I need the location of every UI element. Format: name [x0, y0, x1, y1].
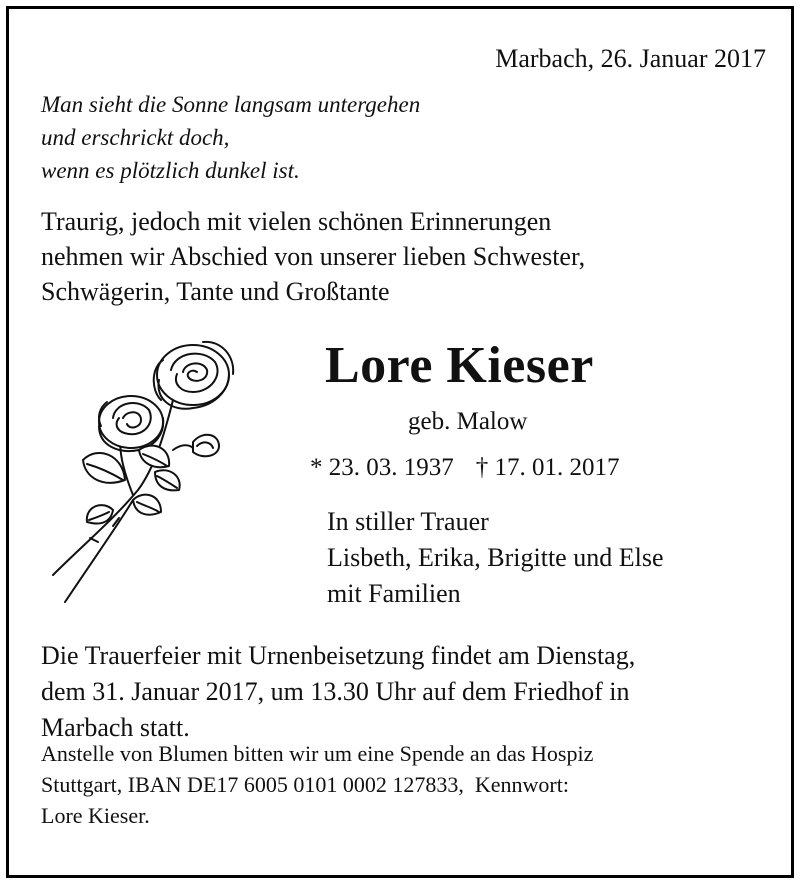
intro-text [41, 204, 585, 309]
donation-line: Anstelle von Blumen bitten wir um eine Spende an das Hospiz [41, 741, 594, 766]
mourners-line: Lisbeth, Erika, Brigitte und Else [327, 543, 664, 572]
mourners-line: In stiller Trauer [327, 507, 489, 536]
birth-date: * 23. 03. 1937 [310, 454, 454, 481]
ceremony-line: Die Trauerfeier mit Urnenbeisetzung findet am Dienstag, [41, 641, 636, 670]
roses-illustration-icon [43, 330, 243, 610]
ceremony-line: dem 31. Januar 2017, um 13.30 Uhr auf dem Friedhof in [41, 677, 630, 706]
intro-line: Schwägerin, Tante und Großtante [41, 277, 390, 306]
life-dates [310, 454, 620, 482]
intro-line: Traurig, jedoch mit vielen schönen Erinnerungen [41, 207, 552, 236]
place-date: Marbach, 26. Januar 2017 [495, 44, 766, 73]
ceremony-info [41, 638, 635, 746]
intro-line: nehmen wir Abschied von unserer lieben Schwester, [41, 242, 586, 271]
poem-line: und erschrickt doch, [41, 125, 230, 150]
deceased-name: Lore Kieser [325, 337, 594, 394]
death-date: † 17. 01. 2017 [475, 454, 620, 481]
donation-info [41, 738, 593, 831]
poem [41, 88, 420, 187]
poem-line: Man sieht die Sonne langsam untergehen [41, 92, 421, 117]
poem-line: wenn es plötzlich dunkel ist. [41, 158, 300, 183]
ceremony-line: Marbach statt. [41, 713, 190, 742]
mourners [327, 504, 664, 612]
donation-line: Lore Kieser. [41, 803, 150, 828]
maiden-name: geb. Malow [408, 408, 528, 435]
mourners-line: mit Familien [327, 579, 461, 608]
donation-line: Stuttgart, IBAN DE17 6005 0101 0002 127833, Kennwort: [41, 772, 569, 797]
